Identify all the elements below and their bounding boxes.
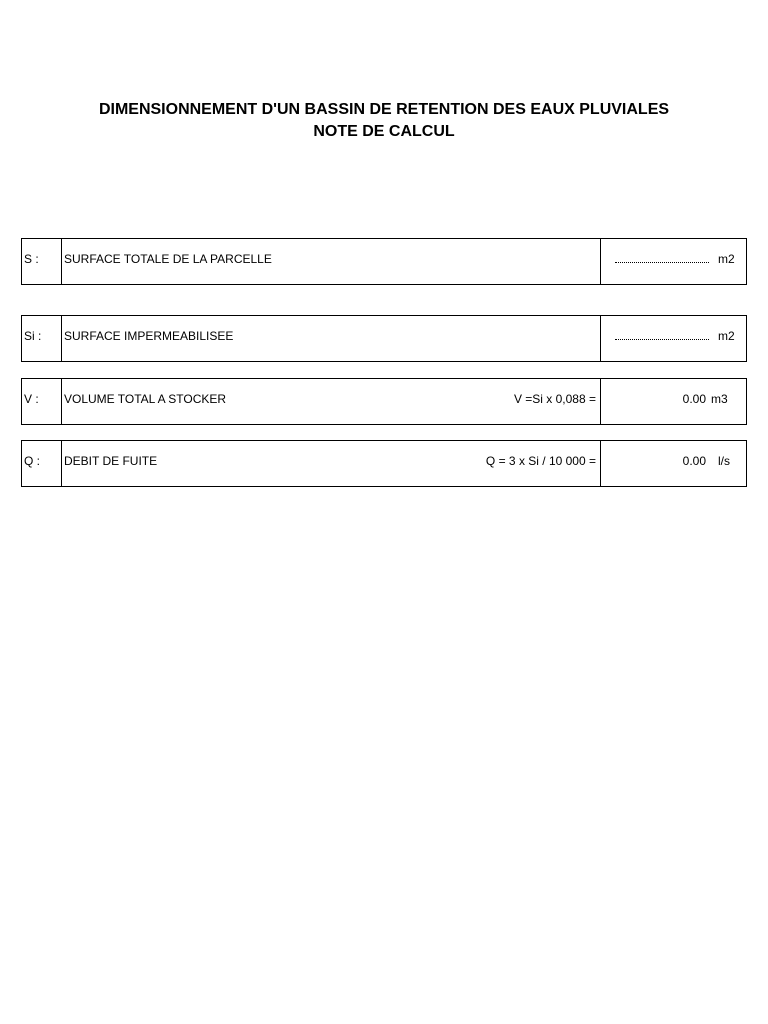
row-code: Q :	[24, 454, 41, 468]
value-cell	[600, 239, 746, 284]
row-label: DEBIT DE FUITE	[64, 454, 158, 468]
value-cell	[600, 316, 746, 361]
row-code-cell	[22, 441, 62, 486]
row-label: SURFACE IMPERMEABILISEE	[64, 329, 234, 343]
row-formula: V =Si x 0,088 =	[513, 392, 596, 406]
row-code: V :	[24, 392, 39, 406]
row-unit: m2	[718, 252, 735, 266]
row-unit: m3	[711, 392, 728, 406]
value-cell	[600, 379, 746, 424]
row-code-cell	[22, 239, 62, 284]
title-line-2: NOTE DE CALCUL	[313, 123, 455, 140]
row-code-cell	[22, 316, 62, 361]
row-surface-totale	[21, 238, 747, 285]
row-code: S :	[24, 252, 39, 266]
row-code-cell	[22, 379, 62, 424]
row-label: VOLUME TOTAL A STOCKER	[64, 392, 227, 406]
row-unit: m2	[718, 329, 735, 343]
row-unit: l/s	[718, 454, 730, 468]
row-debit-fuite	[21, 440, 747, 487]
row-label: SURFACE TOTALE DE LA PARCELLE	[64, 252, 272, 266]
title-line-1: DIMENSIONNEMENT D'UN BASSIN DE RETENTION DES EAUX PLUVIALES	[98, 101, 670, 118]
row-value: 0.00	[682, 454, 706, 468]
value-cell	[600, 441, 746, 486]
row-volume-total	[21, 378, 747, 425]
row-code: Si :	[24, 329, 42, 343]
row-value: 0.00	[682, 392, 706, 406]
row-formula: Q = 3 x Si / 10 000 =	[485, 454, 596, 468]
value-input-line[interactable]	[615, 262, 709, 263]
value-input-line[interactable]	[615, 339, 709, 340]
document-title	[0, 99, 768, 143]
row-surface-impermeabilisee	[21, 315, 747, 362]
